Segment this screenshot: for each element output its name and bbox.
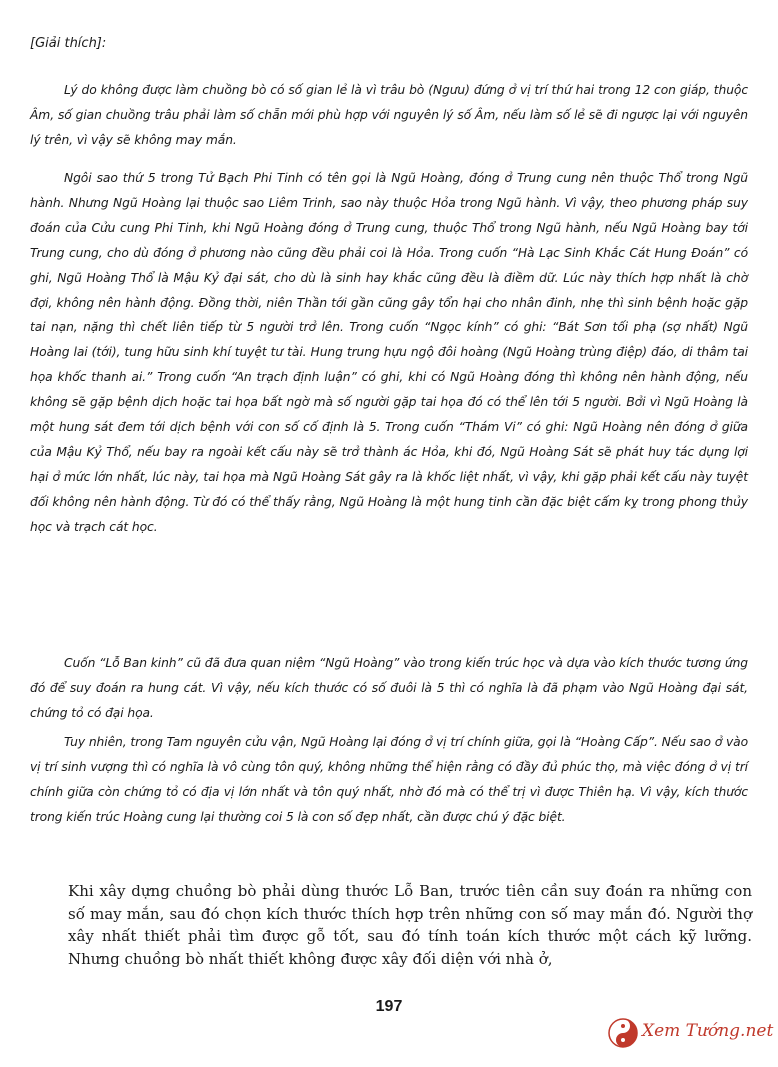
site-logo (608, 1012, 772, 1052)
note-text-4: Tuy nhiên, trong Tam nguyên cửu vận, Ngũ Hoàng lại đóng ở vị trí chính giữa, gọi là “Hoàng Cấp”. Nếu sao ở vào vị trí sinh vượng thì có nghĩa là vô cùng tôn quý, không những thể hiện rằng có đầy đủ phúc thọ, mà việc đóng ở vị trí chính giữa còn chứng tỏ có địa vị lớn nhất và tôn quý nhất, nhờ đó mà có thể trị vì được Thiên hạ. Vì vậy, kích thước trong kiến trúc Hoàng cung lại thường coi 5 là con số đẹp nhất, cần được chú ý đặc biệt. (30, 735, 748, 824)
note-heading: [Giải thích]: (30, 36, 107, 51)
note-text-3: Cuốn “Lỗ Ban kinh” cũ đã đưa quan niệm “Ngũ Hoàng” vào trong kiến trúc học và dựa vào kích thước tương ứng đó để suy đoán ra hung cát. Vì vậy, nếu kích thước có số đuôi là 5 thì có nghĩa là đã phạm vào Ngũ Hoàng đại sát, chứng tỏ có đại họa. (30, 656, 748, 720)
logo-text: Xem Tướng.net (642, 1021, 774, 1041)
note-paragraph-1 (30, 78, 748, 153)
main-body-text: Khi xây dựng chuồng bò phải dùng thước Lỗ Ban, trước tiên cần suy đoán ra những con số may mắn, sau đó chọn kích thước thích hợp trên những con số may mắn đó. Người thợ xây nhất thiết phải tìm được gỗ tốt, sau đó tính toán kích thước một cách kỹ lưỡng. Nhưng chuồng bò nhất thiết không được xây đối diện với nhà ở, (68, 882, 752, 968)
note-paragraph-3 (30, 651, 748, 726)
note-paragraph-2 (30, 166, 748, 540)
note-text-1: Lý do không được làm chuồng bò có số gian lẻ là vì trâu bò (Ngưu) đứng ở vị trí thứ hai trong 12 con giáp, thuộc Âm, số gian chuồng trâu phải làm số chẵn mới phù hợp với nguyên lý số Âm, nếu làm số lẻ sẽ đi ngược lại với nguyên lý trên, vì vậy sẽ không may mắn. (30, 83, 748, 147)
note-paragraph-4 (30, 730, 748, 830)
page-number: 197 (375, 998, 403, 1015)
yin-yang-icon (608, 1018, 638, 1048)
note-text-2: Ngôi sao thứ 5 trong Tử Bạch Phi Tinh có tên gọi là Ngũ Hoàng, đóng ở Trung cung nên thuộc Thổ trong Ngũ hành. Nhưng Ngũ Hoàng lại thuộc sao Liêm Trinh, sao này thuộc Hỏa trong Ngũ hành. Vì vậy, theo phương pháp suy đoán của Cửu cung Phi Tinh, khi Ngũ Hoàng đóng ở Trung cung, thuộc Thổ trong Ngũ hành, nếu Ngũ Hoàng bay tới Trung cung, cho dù đóng ở phương nào cũng đều phải coi là Hỏa. Trong cuốn “Hà Lạc Sinh Khắc Cát Hung Đoán” có ghi, Ngũ Hoàng Thổ là Mậu Kỷ đại sát, cho dù là sinh hay khắc cũng đều là điềm dữ. Lúc này thích hợp nhất là chờ đợi, không nên hành động. Đồng thời, niên Thần tới gần cũng gây tổn hại cho nhân đinh, nhẹ thì sinh bệnh hoặc gặp tai nạn, nặng thì chết liên tiếp từ 5 người trở lên. Trong cuốn “Ngọc kính” có ghi: “Bát Sơn tối phạ (sợ nhất) Ngũ Hoàng lai (tới), tung hữu sinh khí tuyệt tư tài. Hung trung hựu ngộ đôi hoàng (Ngũ Hoàng trùng điệp) đáo, di thâm tai họa khốc thanh ai.” Trong cuốn “An trạch định luận” có ghi, khi có Ngũ Hoàng đóng thì không nên hành động, nếu không sẽ gặp bệnh dịch hoặc tai họa bất ngờ mà số người gặp tai họa đó có thể lên tới 5 người. Bởi vì Ngũ Hoàng là một hung sát đem tới dịch bệnh với con số cố định là 5. Trong cuốn “Thám Vi” có ghi: Ngũ Hoàng nên đóng ở giữa của Mậu Kỷ Thổ, nếu bay ra ngoài kết cấu này sẽ trở thành ác Hỏa, khi đó, Ngũ Hoàng Sát sẽ phát huy tác dụng lợi hại ở mức lớn nhất, lúc này, tai họa mà Ngũ Hoàng Sát gây ra là khốc liệt nhất, vì vậy, khi gặp phải kết cấu này tuyệt đối không nên hành động. Từ đó có thể thấy rằng, Ngũ Hoàng là một hung tinh cần đặc biệt cấm kỵ trong phong thủy học và trạch cát học. (30, 171, 748, 534)
